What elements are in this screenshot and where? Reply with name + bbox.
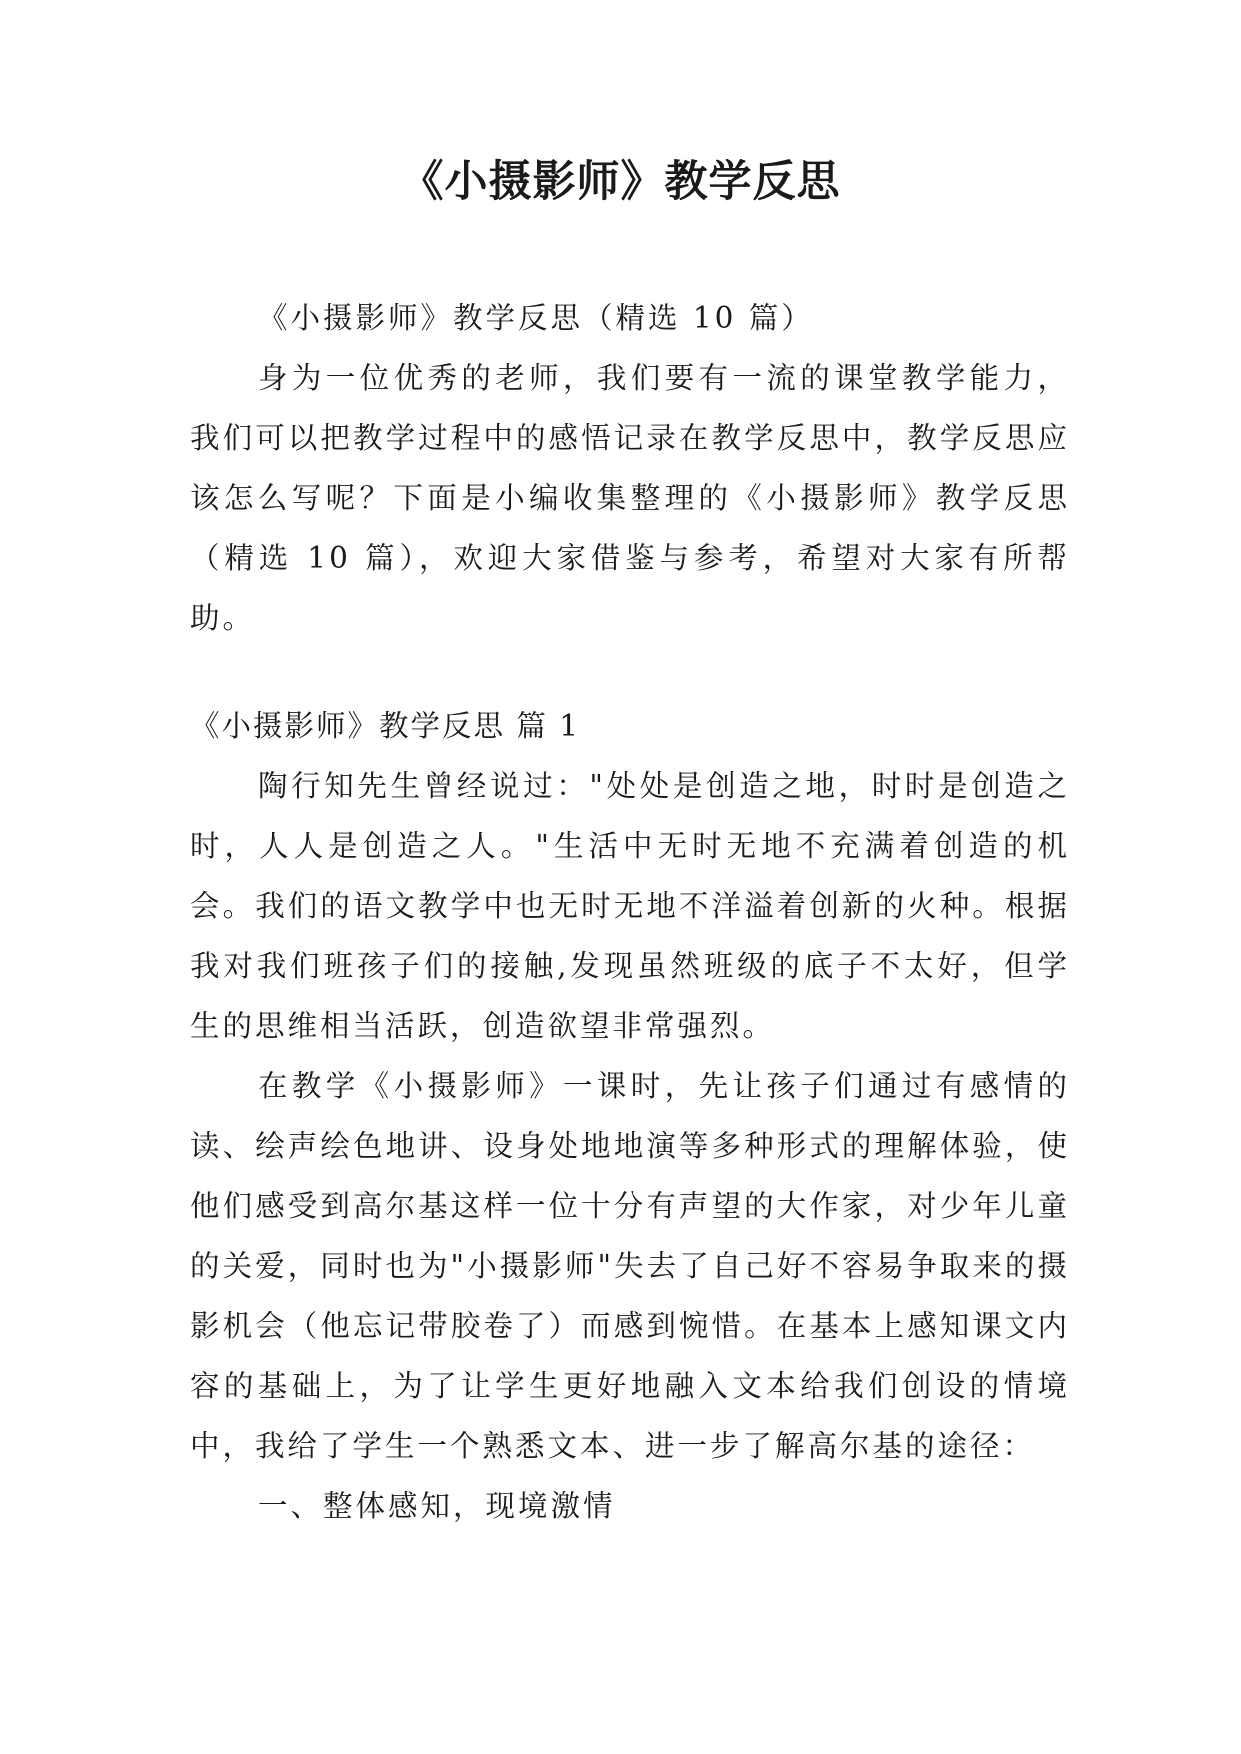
document-title: 《小摄影师》教学反思	[400, 157, 841, 207]
section-body	[190, 756, 1070, 1536]
document-subtitle: 《小摄影师》教学反思（精选 10 篇）	[258, 301, 814, 335]
body-paragraph: 一、整体感知，现境激情	[258, 1489, 616, 1523]
body-paragraph: 在教学《小摄影师》一课时，先让孩子们通过有感情的读、绘声绘色地讲、设身处地地演等多种形式的理解体验，使他们感受到高尔基这样一位十分有声望的大作家，对少年儿童的关爱，同时也为"小摄影师"失去了自己好不容易争取来的摄影机会（他忘记带胶卷了）而感到惋惜。在基本上感知课文内容的基础上，为了让学生更好地融入文本给我们创设的情境中，我给了学生一个熟悉文本、进一步了解高尔基的途径：	[190, 1069, 1070, 1463]
intro-paragraph: 身为一位优秀的老师，我们要有一流的课堂教学能力，我们可以把教学过程中的感悟记录在教学反思中，教学反思应该怎么写呢？下面是小编收集整理的《小摄影师》教学反思（精选 10 篇），欢迎大家借鉴与参考，希望对大家有所帮助。	[190, 361, 1070, 635]
section-heading: 《小摄影师》教学反思 篇 1	[190, 709, 581, 743]
body-paragraph: 陶行知先生曾经说过："处处是创造之地，时时是创造之时，人人是创造之人。"生活中无时无地不充满着创造的机会。我们的语文教学中也无时无地不洋溢着创新的火种。根据我对我们班孩子们的接触,发现虽然班级的底子不太好，但学生的思维相当活跃，创造欲望非常强烈。	[190, 769, 1070, 1043]
